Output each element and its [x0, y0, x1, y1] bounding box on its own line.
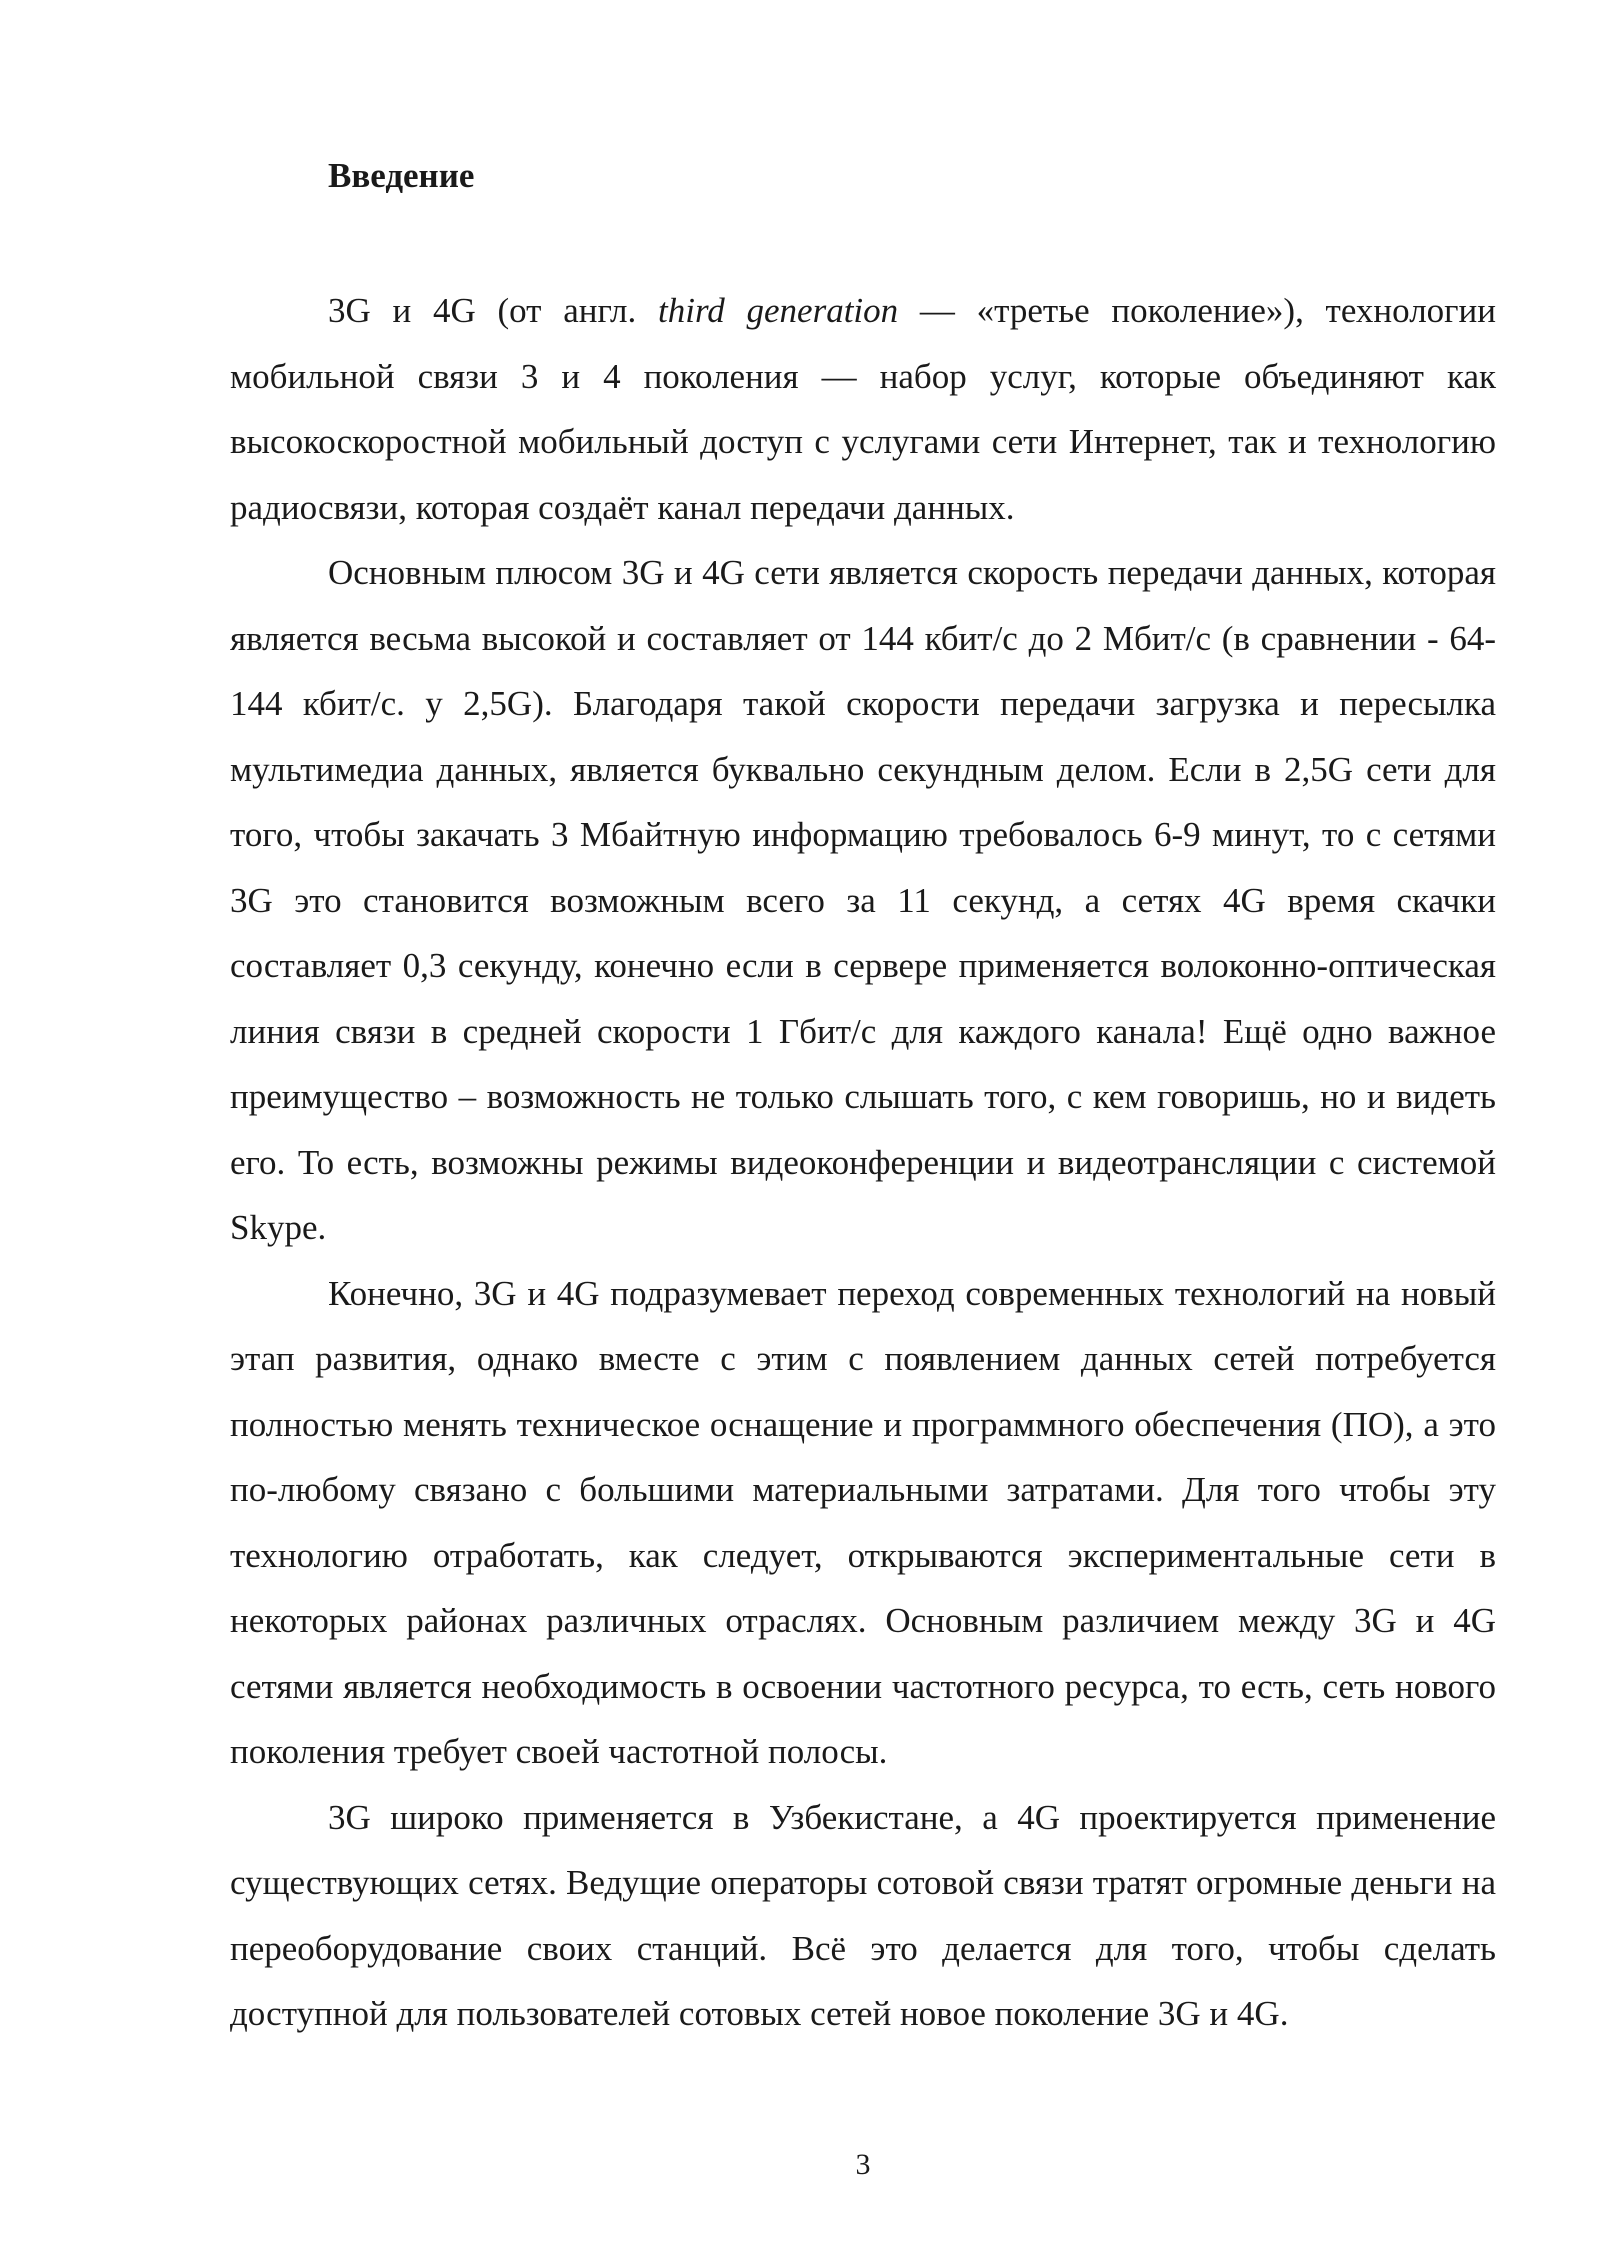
section-heading: Введение	[328, 156, 475, 195]
paragraph-intro-end: — «третье поколение»), технологии мобильной связи 3 и 4 поколения — набор услуг, которые объединяют как высокоскоростной мобильный доступ с услугами сети Интернет, так и технологию радиосвязи, которая создаёт канал передачи данных.	[230, 291, 1496, 527]
paragraph-intro-start: 3G и 4G (от англ.	[328, 291, 659, 330]
document-body	[230, 278, 1496, 2047]
paragraph-intro-emphasis: third generation	[658, 291, 899, 330]
paragraph-uzbekistan: 3G широко применяется в Узбекистане, а 4G проектируется применение существующих сетях. Ведущие операторы сотовой связи тратят огромные деньги на переоборудование своих станций. Всё это делается для того, чтобы сделать доступной для пользователей сотовых сетей новое поколение 3G и 4G.	[230, 1797, 1496, 2033]
paragraph-speed: Основным плюсом 3G и 4G сети является скорость передачи данных, которая является весьма высокой и составляет от 144 кбит/с до 2 Мбит/с (в сравнении - 64-144 кбит/с. у 2,5G). Благодаря такой скорости передачи загрузка и пересылка мультимедиа данных, является буквально секундным делом. Если в 2,5G сети для того, чтобы закачать 3 Мбайтную информацию требовалось 6-9 минут, то с сетями 3G это становится возможным всего за 11 секунд, а сетях 4G время скачки составляет 0,3 секунду, конечно если в сервере применяется волоконно-оптическая линия связи в средней скорости 1 Гбит/с для каждого канала! Ещё одно важное преимущество – возможность не только слышать того, с кем говоришь, но и видеть его. То есть, возможны режимы видеоконференции и видеотрансляции с системой Skype.	[230, 553, 1496, 1247]
paragraph-intro	[230, 278, 1496, 540]
paragraph-transition: Конечно, 3G и 4G подразумевает переход современных технологий на новый этап развития, однако вместе с этим с появлением данных сетей потребуется полностью менять техническое оснащение и программного обеспечения (ПО), а это по-любому связано с большими материальными затратами. Для того чтобы эту технологию отработать, как следует, открываются экспериментальные сети в некоторых районах различных отраслях. Основным различием между 3G и 4G сетями является необходимость в освоении частотного ресурса, то есть, сеть нового поколения требует своей частотной полосы.	[230, 1273, 1496, 1771]
page-number: 3	[855, 2148, 871, 2181]
